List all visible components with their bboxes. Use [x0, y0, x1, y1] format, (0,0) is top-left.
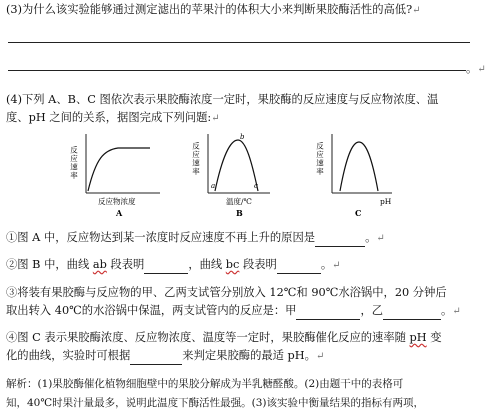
- figure-b-ylabel: 反应速率: [191, 142, 201, 176]
- sub4-blank[interactable]: [130, 348, 182, 365]
- figure-b-curve: [215, 140, 258, 191]
- figure-c: [315, 134, 392, 218]
- q3-end-mark: 。: [466, 62, 478, 75]
- return-mark-icon: ↵: [211, 113, 220, 124]
- figure-b-point-b: b: [240, 133, 245, 141]
- sub2-bc: bc: [225, 258, 240, 271]
- sub3-text-2a: 取出转入 40℃的水浴锅中保温，两支试管内的反应是：甲: [6, 304, 297, 317]
- sub3-text-2b: ，乙: [360, 304, 384, 317]
- sub2-part-1: ②图 B 中，曲线: [6, 258, 93, 271]
- figure-c-caption: C: [355, 208, 362, 218]
- return-mark-icon: ↵: [332, 260, 341, 271]
- sub2-part-2: 段表明: [106, 258, 145, 271]
- sub2: [6, 257, 341, 274]
- figure-b-caption: B: [236, 208, 243, 218]
- return-mark-icon: ↵: [376, 233, 385, 244]
- figure-a-xlabel: 反应物浓度: [98, 197, 136, 206]
- return-mark-icon: ↵: [315, 351, 325, 362]
- q3-text: [6, 2, 421, 19]
- sub1: [6, 230, 385, 247]
- q4-line-2: [6, 110, 220, 127]
- sub4-text-1a: ④图 C 表示果胶酶浓度、反应物浓度、温度等一定时，果胶酶催化反应的速率随: [6, 331, 410, 344]
- sub1-blank[interactable]: [315, 230, 365, 247]
- sub1-end: 。: [365, 231, 377, 244]
- sub2-blank-2[interactable]: [277, 257, 321, 274]
- figures: [0, 128, 493, 220]
- figure-b-point-c: c: [254, 182, 258, 190]
- q3-answer-line-2[interactable]: [8, 70, 466, 71]
- return-mark-icon: ↵: [452, 306, 461, 317]
- sub4-text-1b: 变: [426, 331, 442, 344]
- sub4-ph: pH: [409, 331, 427, 344]
- sub2-end: 。: [320, 258, 333, 271]
- figure-a-curve: [88, 148, 150, 191]
- return-mark-icon: ↵: [477, 64, 486, 75]
- figure-b-point-a: a: [211, 182, 216, 190]
- q3-question: (3)为什么该实验能够通过测定滤出的苹果汁的体积大小来判断果胶酶活性的高低?: [6, 3, 413, 16]
- sub2-blank-1[interactable]: [144, 257, 188, 274]
- q3-end: [466, 61, 486, 78]
- sub2-part-3: ，曲线: [188, 258, 226, 271]
- figure-c-xlabel: pH: [380, 197, 392, 206]
- sub3-blank-2[interactable]: [383, 303, 441, 320]
- sub4-text-2b: 来判定果胶酶的最适 pH。: [182, 349, 316, 362]
- sub2-part-4: 段表明: [239, 258, 277, 271]
- sub4-line-1: [6, 330, 442, 346]
- q3-answer-line-1[interactable]: [8, 42, 470, 43]
- sub3-line-2: [6, 303, 461, 320]
- analysis-line-2: [6, 395, 424, 411]
- figure-a: [69, 134, 160, 218]
- sub3-end: 。: [441, 304, 453, 317]
- figure-b-xlabel: 温度/℃: [226, 197, 252, 206]
- analysis-line-1: [6, 376, 403, 392]
- figure-b: [191, 133, 270, 218]
- figure-a-caption: A: [116, 208, 123, 218]
- q4-intro-2: 度、pH 之间的关系，据图完成下列问题:: [6, 111, 212, 124]
- sub3-line-1: [6, 285, 447, 301]
- sub4-text-2a: 化的曲线，实验时可根据: [6, 349, 131, 362]
- figure-a-ylabel: 反应速率: [69, 146, 79, 180]
- analysis-text-1: 解析：(1)果胶酶催化植物细胞壁中的果胶分解成为半乳糖醛酸。(2)由题干中的表格可: [6, 378, 404, 390]
- analysis-text-2: 知，40℃时果汁量最多，说明此温度下酶活性最强。(3)该实验中衡量结果的指标有两项，: [6, 397, 424, 409]
- sub4-line-2: [6, 348, 324, 365]
- figure-c-ylabel: 反应速率: [315, 142, 325, 176]
- sub2-ab: ab: [92, 258, 107, 271]
- q4-line-1: [6, 92, 438, 108]
- figure-c-curve: [340, 142, 378, 191]
- sub1-text: ①图 A 中，反应物达到某一浓度时反应速度不再上升的原因是: [6, 231, 316, 244]
- sub3-text-1: ③将装有果胶酶与反应物的甲、乙两支试管分别放入 12℃和 90℃水浴锅中，20 分钟后: [6, 286, 447, 299]
- q4-intro-1: (4)下列 A、B、C 图依次表示果胶酶浓度一定时，果胶酶的反应速度与反应物浓度、温: [6, 93, 439, 106]
- sub3-blank-1[interactable]: [296, 303, 360, 320]
- return-mark-icon: ↵: [412, 5, 421, 16]
